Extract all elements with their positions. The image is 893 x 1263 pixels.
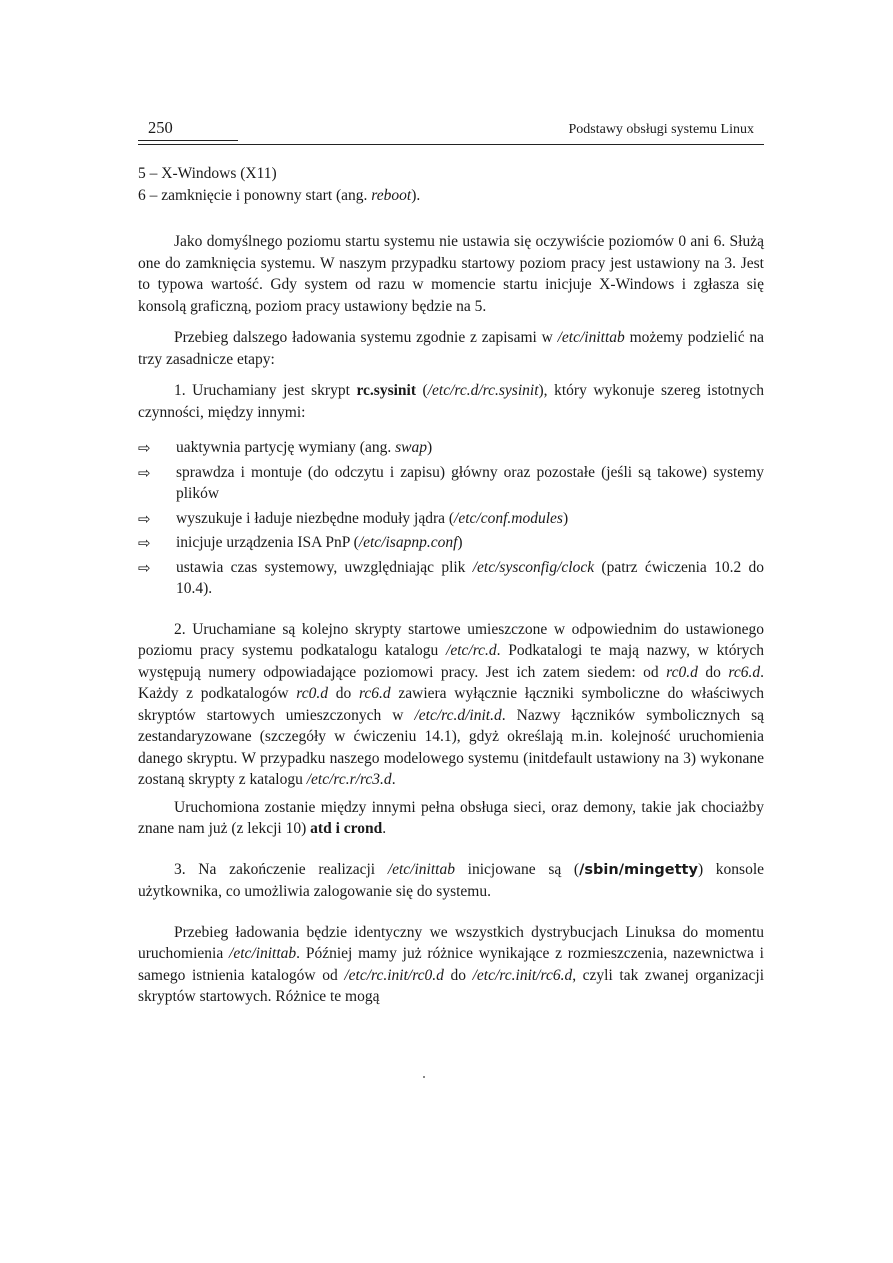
- page-number-rule: [138, 140, 238, 141]
- list-item: ⇨ wyszukuje i ładuje niezbędne moduły jądra (/etc/conf.modules): [138, 508, 764, 530]
- running-title: Podstawy obsługi systemu Linux: [568, 122, 754, 137]
- list-item: ⇨ ustawia czas systemowy, uwzględniając plik /etc/sysconfig/clock (patrz ćwiczenia 10.2 do 10.4).: [138, 558, 765, 597]
- runlevel-5-line: 5 – X-Windows (X11): [138, 165, 277, 182]
- list-item: ⇨ uaktywnia partycję wymiany (ang. swap): [138, 437, 764, 459]
- step-2-continuation: Uruchomiona zostanie między innymi pełna obsługa sieci, oraz demony, takie jak chociażby znane nam już (z lekcji 10) atd i crond.: [138, 798, 764, 837]
- step-2-paragraph: 2. Uruchamiane są kolejno skrypty startowe umieszczone w odpowiednim do ustawionego poziomu pracy systemu podkatalogu katalogu /etc/rc.d. Podkatalogi te mają nazwy, w których występują numery odpowiadające poziomowi pracy. Jest ich zatem siedem: od rc0.d do rc6.d. Każdy z podkatalogów rc0.d do rc6.d zawiera wyłącznie łączniki symboliczne do właściwych skryptów startowych umieszczonych w /etc/rc.d/init.d. Nazwy łączników symbolicznych są zestandaryzowane (szczegóły w ćwiczeniu 14.1), gdyż określają m.in. kolejność uruchomienia danego skryptu. W przypadku naszego modelowego systemu (initdefault ustawiony na 3) wykonane zostaną skrypty z katalogu /etc/rc.r/rc3.d.: [138, 620, 765, 788]
- step-3-paragraph: 3. Na zakończenie realizacji /etc/inittab inicjowane są (/sbin/mingetty) konsole użytkownika, co umożliwia zalogowanie się do systemu.: [138, 860, 765, 900]
- arrow-right-icon: ⇨: [138, 534, 151, 552]
- scan-speck: [423, 1076, 425, 1078]
- runlevel-6-line: 6 – zamknięcie i ponowny start (ang. reboot).: [138, 186, 421, 204]
- arrow-right-icon: ⇨: [138, 463, 151, 482]
- book-page: [138, 118, 764, 1008]
- arrow-right-icon: ⇨: [138, 439, 151, 457]
- arrow-right-icon: ⇨: [138, 509, 151, 528]
- page-number: 250: [148, 118, 173, 137]
- step-1-paragraph: 1. Uruchamiany jest skrypt rc.sysinit (/etc/rc.d/rc.sysinit), który wykonuje szereg istotnych czynności, między innymi:: [138, 382, 764, 421]
- list-item: ⇨ sprawdza i montuje (do odczytu i zapisu) główny oraz pozostałe (jeśli są takowe) systemy plików: [138, 463, 764, 502]
- list-item: ⇨ inicjuje urządzenia ISA PnP (/etc/isapnp.conf): [138, 532, 764, 554]
- paragraph-boot-stages: Przebieg dalszego ładowania systemu zgodnie z zapisami w /etc/inittab możemy podzielić na trzy zasadnicze etapy:: [138, 329, 765, 368]
- arrow-right-icon: ⇨: [138, 558, 151, 577]
- paragraph-default-runlevel: Jako domyślnego poziomu startu systemu nie ustawia się oczywiście poziomów 0 ani 6. Służą one do zamknięcia systemu. W naszym przypadku startowy poziom pracy jest ustawiony na 3. Jest to typowa wartość. Gdy system od razu w momencie startu inicjuje X-Windows i zgłasza się konsolą graficzną, poziom pracy ustawiony będzie na 5.: [138, 233, 764, 315]
- page-header: [138, 118, 764, 145]
- paragraph-distribution-differences: Przebieg ładowania będzie identyczny we wszystkich dystrybucjach Linuksa do momentu uruchomienia /etc/inittab. Później mamy już różnice wynikające z rozmieszczenia, nazewnictwa i samego istnienia katalogów od /etc/rc.init/rc0.d do /etc/rc.init/rc6.d, czyli tak zwanej organizacji skryptów startowych. Różnice te mogą: [138, 923, 764, 1005]
- sysinit-task-list: [138, 437, 764, 600]
